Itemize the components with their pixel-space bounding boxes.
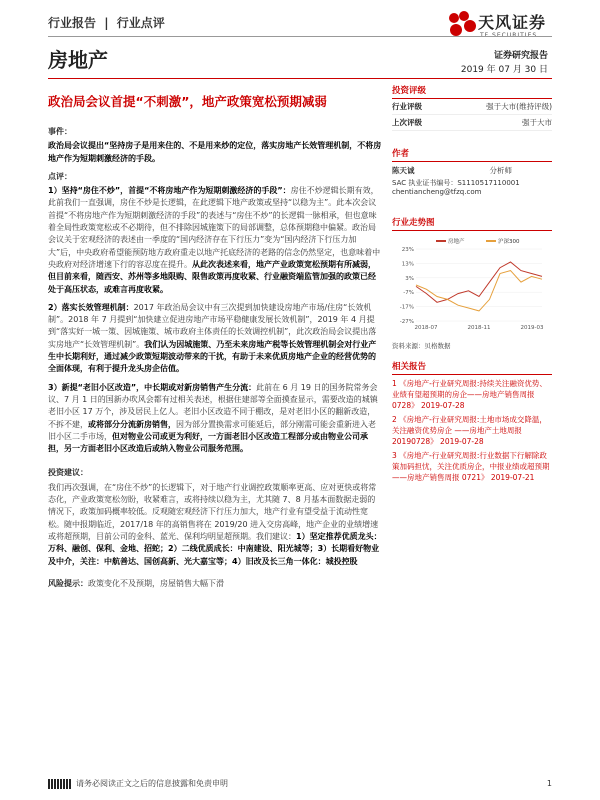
advice-picks: 1）坚定推荐优质龙头：万科、融创、保利、金地、招蛇；2）二线优质成长：中南建设、阳光城等；3）长期看好物业及中介，关注：中航善达、国创高新、光大嘉宝等；4）旧改及长三角一体化：城投控股: [48, 531, 382, 566]
sector-title: 房地产: [48, 48, 108, 72]
p1-lead: 1）坚持“房住不炒”，首提“不将房地产作为短期刺激经济的手段”：: [48, 186, 291, 196]
y-tick-label: -17%: [399, 304, 414, 311]
logo-subtext: TF SECURITIES: [480, 32, 538, 39]
author-sac: SAC 执业证书编号：S1110517110001: [392, 179, 520, 187]
p3-bold1: 或将部分分流新房销售，: [88, 419, 176, 429]
rating-section-title: 投资评级: [392, 82, 552, 99]
chart-source: 资料来源：贝格数据: [392, 342, 451, 350]
p2-bold: 我们认为因城施策、乃至未来房地产税等长效管理机制会对行业产生中长期利好，通过减少政策短期波动带来的干扰，有助于未来优质房地产企业的经营优势的全面体现，有利于提升龙头房企估值。: [48, 339, 377, 374]
report-title: 政治局会议首提“不刺激”，地产政策宽松预期减弱: [48, 94, 327, 109]
p3-body: 此前在 6 月 19 日的国务院常务会议、7 月 1 日的国新办吹风会都有过相关表述，根据住建部等全面摸查显示，需要改造的城镇老旧小区 17 万个，涉及居民上亿人。老旧小区改造不同于棚改，是对老旧小区的翻新改造，不拆不建，: [48, 382, 378, 429]
paragraph-1: [48, 185, 382, 296]
p2-body: 2017 年政治局会议中有三次提到加快建设房地产市场/住房“长效机制”。2018 年 7 月提到“加快建立促进房地产市场平稳健康发展长效机制”，2019 年 4 月提到“落实好一城一策、因城施策、城市政府主体责任的长效调控机制”，此次政治局会议提出落实房地产“长效管理机制”。: [48, 302, 377, 349]
risk-text: 政策变化不及预期，房屋销售大幅下滑: [88, 578, 224, 588]
y-tick-label: 23%: [401, 247, 414, 253]
report-date: 2019 年 07 月 30 日: [460, 65, 548, 75]
legend-label: 沪深300: [498, 239, 520, 245]
comment-label: 点评：: [48, 171, 72, 181]
trend-section-title: 行业走势图: [392, 214, 552, 231]
event-text: 政治局会议提出“坚持房子是用来住的、不是用来炒的定位，落实房地产长效管理机制，不将房地产作为短期刺激经济的手段。: [48, 141, 382, 163]
related-section-title: 相关报告: [392, 358, 552, 375]
related-report-link[interactable]: 3 《房地产-行业研究周报:行业数据下行解除政策加码担忧，关注优质房企，中报业绩或超预期——房地产销售周报 0721》 2019-07-21: [392, 451, 550, 482]
legend-label: 房地产: [448, 239, 465, 245]
page-footer: [48, 778, 552, 789]
rating-value: 强于大市: [522, 118, 552, 127]
p3-lead: 3）新提“老旧小区改造”，中长期或对新房销售产生分流：: [48, 382, 257, 392]
related-report-link[interactable]: 1 《房地产-行业研究周报:持续关注融资优势、业绩有望超预期的房企——房地产销售周报 0728》 2019-07-28: [392, 379, 547, 410]
author-row: [392, 165, 552, 176]
x-tick-label: 2018-07: [414, 325, 438, 331]
header-divider: [48, 36, 552, 37]
trend-chart: [392, 235, 552, 347]
y-tick-label: -7%: [403, 290, 414, 297]
footer-disclaimer-group: [48, 778, 228, 789]
rating-key: 行业评级: [392, 102, 422, 111]
related-list: [392, 378, 552, 483]
risk-label: 风险提示：: [48, 578, 88, 588]
related-report-link[interactable]: 2 《房地产-行业研究周报:土地市场成交降温，关注融资优势房企 ——房地产土地周报 20190728》 2019-07-28: [392, 415, 547, 446]
y-tick-label: 13%: [401, 261, 414, 268]
p1-body: 房住不炒逻辑长期有效，此前我们一直强调，房住不炒是长逻辑，在此逻辑下地产政策或坚持“以稳为主”。此本次会议首提“不将房地产作为短期刺激经济的手段”的表述与“房住不炒”的长逻辑一脉相承，但也意味着全局性政策宽松或不必期待，但不排除因城施策下的局部调整，总体预期稳中偏紧。政治局会议关于宏观经济的表述由一季度的“国内经济存在下行压力”变为“国内经济下行压力加大”后，中央政府希望能预防地方政府重走以地产托底经济的老路的信念仍然坚定，也意味着中央政府对经济增速下行的容忍度在提升。: [48, 186, 381, 269]
sidebar: [392, 78, 552, 486]
report-header: [48, 14, 165, 31]
report-type: 行业报告: [48, 16, 97, 30]
event-label: 事件：: [48, 127, 72, 136]
report-category: 行业点评: [116, 16, 165, 30]
author-name: 陈天诚: [392, 166, 415, 175]
qr-code-icon: [48, 779, 72, 789]
p3-mid: 因为部分置换需求可能延后，部分刚需可能会重新进入老旧小区二手市场，: [48, 419, 376, 441]
p3-bold2: 但对物业公司或更为利好，一方面老旧小区改造工程部分或由物业公司承担，另一方面老旧小区改造后或纳入物业公司服务范围。: [48, 431, 368, 454]
author-section-title: 作者: [392, 145, 552, 162]
author-role: 分析师: [489, 166, 512, 175]
rating-value: 强于大市(维持评级): [486, 102, 552, 111]
rating-key: 上次评级: [392, 118, 422, 127]
advice-body: 我们再次强调，在“房住不炒”的长逻辑下，对于地产行业调控政策顺率更高、应对更快或将常态化，产业政策宽松勿盼，收紧难言，或将持续以稳为主，尤其随 7、8 月基本面数据走弱的情况下，政策加码概率较低。反观随宏观经济下行压力加大，地产行业有望受益于流动性宽松。随中报期临近，2017/18 年的高销售将在 2019/20 进入交房高峰，地产企业的业绩增速或将超预期，目前公司的金科、蓝光、保利均明显超预期。我们建议：: [48, 482, 379, 541]
research-label: 证券研究报告: [493, 51, 548, 61]
author-email: chentiancheng@tfzq.com: [392, 188, 482, 196]
rating-row: [392, 99, 552, 115]
paragraph-3: [48, 382, 382, 456]
y-tick-label: -27%: [399, 319, 414, 325]
footer-disclaimer: 请务必阅读正文之后的信息披露和免责申明: [76, 779, 228, 788]
p2-lead: 2）落实长效管理机制：: [48, 302, 134, 312]
paragraph-2: [48, 302, 382, 376]
rating-row: [392, 115, 552, 131]
advice-paragraph: [48, 482, 382, 568]
p1-bold: 从此次表述来看，地产产业政策宽松预期有所减弱，但目前来看，随西安、苏州等多地限购、限售政策再度收紧、行业融资端监管加强的政策已经处于高压状态，或难言再度收紧。: [48, 259, 376, 294]
y-tick-label: 3%: [405, 275, 414, 282]
main-content: [48, 118, 382, 592]
header-separator: |: [104, 16, 109, 30]
advice-label: 投资建议：: [48, 468, 88, 478]
x-tick-label: 2018-11: [467, 325, 491, 331]
series-line: [416, 262, 542, 302]
page-number: 1: [546, 779, 552, 788]
logo-text: 天风证券: [478, 13, 547, 32]
x-tick-label: 2019-03: [520, 325, 544, 331]
series-line: [416, 271, 542, 311]
trend-chart-svg: [392, 235, 552, 335]
